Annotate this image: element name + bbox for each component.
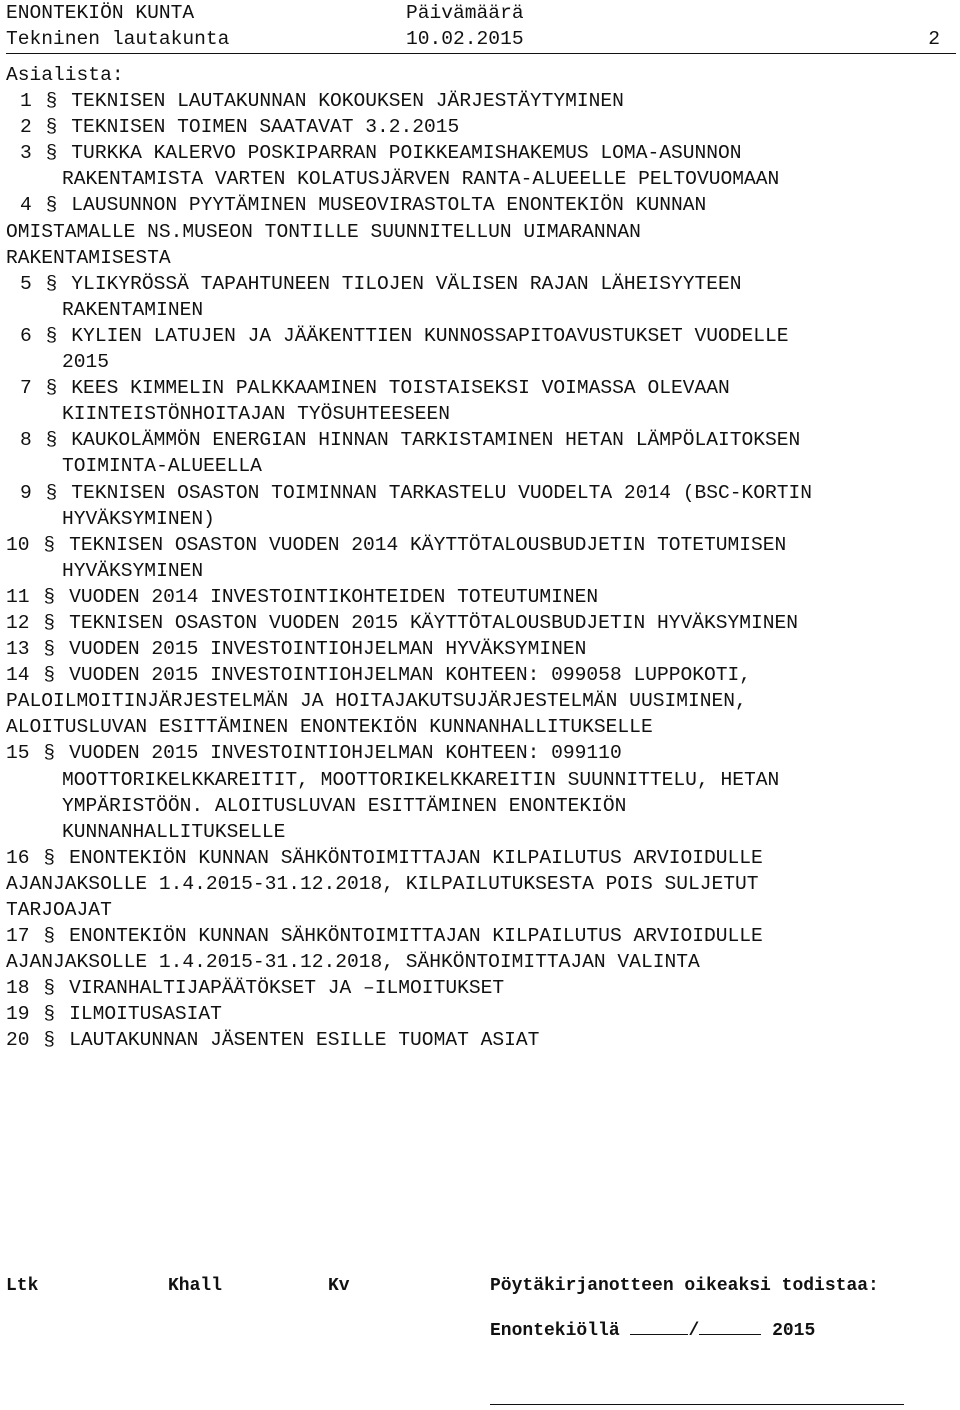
agenda-item-continuation: [6, 714, 956, 740]
section-symbol-icon: §: [45, 324, 58, 347]
agenda-item-continuation: [6, 819, 956, 845]
section-symbol-icon: §: [43, 742, 56, 765]
section-symbol-icon: §: [45, 194, 58, 217]
signature-line: [490, 1404, 904, 1405]
agenda-item-number: 17: [6, 925, 30, 948]
section-symbol-icon: §: [43, 585, 56, 608]
agenda-item-number: 4: [20, 194, 32, 217]
agenda-item-number: 9: [20, 481, 32, 504]
agenda-item-number: 19: [6, 1003, 30, 1026]
signature-date-line: [490, 1320, 815, 1341]
agenda-item-continuation: [6, 897, 956, 923]
agenda-item-continuation: [6, 219, 956, 245]
date-label: Päivämäärä: [406, 2, 524, 24]
agenda-item-20: [6, 1027, 956, 1053]
agenda-item-text: VUODEN 2014 INVESTOINTIKOHTEIDEN TOTEUTUMINEN: [69, 585, 599, 608]
agenda-item-continuation: [6, 453, 956, 479]
agenda-item-text: VIRANHALTIJAPÄÄTÖKSET JA –ILMOITUKSET: [69, 977, 505, 1000]
agenda-item-16: [6, 845, 956, 871]
agenda-list: [6, 62, 956, 1054]
footer-kv: Kv: [328, 1276, 350, 1296]
agenda-item-continuation: [6, 871, 956, 897]
agenda-item-number: 5: [20, 272, 32, 295]
agenda-item-18: [6, 975, 956, 1001]
agenda-item-continuation: [6, 297, 956, 323]
agenda-item-8: [6, 427, 956, 453]
agenda-item-continuation: [6, 949, 956, 975]
agenda-item-continuation: [6, 558, 956, 584]
section-symbol-icon: §: [43, 638, 56, 661]
agenda-item-number: 7: [20, 377, 32, 400]
agenda-item-number: 6: [20, 324, 32, 347]
agenda-item-text: TEKNISEN TOIMEN SAATAVAT 3.2.2015: [71, 116, 460, 139]
section-symbol-icon: §: [45, 116, 58, 139]
footer-ltk: Ltk: [6, 1276, 39, 1296]
agenda-item-number: 13: [6, 638, 30, 661]
agenda-item-continuation: [6, 401, 956, 427]
agenda-item-text: VUODEN 2015 INVESTOINTIOHJELMAN KOHTEEN: 099110: [69, 742, 622, 765]
agenda-item-text: TEKNISEN OSASTON VUODEN 2014 KÄYTTÖTALOUSBUDJETIN TOTETUMISEN: [69, 533, 787, 556]
agenda-item-text: LAUTAKUNNAN JÄSENTEN ESILLE TUOMAT ASIAT: [69, 1029, 540, 1052]
agenda-item-number: 3: [20, 142, 32, 165]
agenda-item-text: YLIKYRÖSSÄ TAPAHTUNEEN TILOJEN VÄLISEN RAJAN LÄHEISYYTEEN: [71, 272, 742, 295]
agenda-item-continuation: [6, 767, 956, 793]
agenda-item-5: [6, 271, 956, 297]
agenda-item-text: KAUKOLÄMMÖN ENERGIAN HINNAN TARKISTAMINEN HETAN LÄMPÖLAITOKSEN: [71, 429, 801, 452]
agenda-item-number: 11: [6, 585, 30, 608]
agenda-item-number: 10: [6, 533, 30, 556]
agenda-item-number: 20: [6, 1029, 30, 1052]
agenda-item-text: KYLIEN LATUJEN JA JÄÄKENTTIEN KUNNOSSAPITOAVUSTUKSET VUODELLE: [71, 324, 789, 347]
agenda-item-text: ILMOITUSASIAT: [69, 1003, 222, 1026]
agenda-item-19: [6, 1001, 956, 1027]
month-blank: [699, 1320, 761, 1335]
meeting-date: 10.02.2015: [406, 28, 524, 50]
section-symbol-icon: §: [45, 272, 58, 295]
agenda-item-text: RAKENTAMISTA VARTEN KOLATUSJÄRVEN RANTA-ALUEELLE PELTOVUOMAAN: [62, 168, 780, 191]
section-symbol-icon: §: [45, 90, 58, 113]
agenda-item-text: RAKENTAMISESTA: [6, 246, 171, 269]
agenda-item-text: ALOITUSLUVAN ESITTÄMINEN ENONTEKIÖN KUNNANHALLITUKSELLE: [6, 716, 653, 739]
agenda-item-text: TARJOAJAT: [6, 899, 112, 921]
agenda-item-text: KIINTEISTÖNHOITAJAN TYÖSUHTEESEEN: [62, 403, 451, 426]
committee-name: Tekninen lautakunta: [6, 28, 230, 50]
agenda-item-7: [6, 375, 956, 401]
agenda-item-3: [6, 140, 956, 166]
agenda-item-text: HYVÄKSYMINEN: [62, 559, 204, 582]
section-symbol-icon: §: [45, 377, 58, 400]
agenda-item-text: KUNNANHALLITUKSELLE: [62, 820, 286, 843]
agenda-item-text: ENONTEKIÖN KUNNAN SÄHKÖNTOIMITTAJAN KILPAILUTUS ARVIOIDULLE: [69, 846, 763, 869]
section-symbol-icon: §: [43, 977, 56, 1000]
agenda-item-text: YMPÄRISTÖÖN. ALOITUSLUVAN ESITTÄMINEN ENONTEKIÖN: [62, 794, 627, 817]
section-symbol-icon: §: [43, 925, 56, 948]
year-label: 2015: [772, 1321, 816, 1341]
agenda-item-text: RAKENTAMINEN: [62, 298, 204, 321]
agenda-item-9: [6, 480, 956, 506]
agenda-item-text: LAUSUNNON PYYTÄMINEN MUSEOVIRASTOLTA ENONTEKIÖN KUNNAN: [71, 194, 707, 217]
section-symbol-icon: §: [43, 1003, 56, 1026]
agenda-item-continuation: [6, 793, 956, 819]
agenda-item-text: AJANJAKSOLLE 1.4.2015-31.12.2018, KILPAILUTUKSESTA POIS SULJETUT: [6, 872, 759, 895]
agenda-item-2: [6, 114, 956, 140]
agenda-item-text: VUODEN 2015 INVESTOINTIOHJELMAN HYVÄKSYMINEN: [69, 638, 587, 661]
agenda-item-text: AJANJAKSOLLE 1.4.2015-31.12.2018, SÄHKÖNTOIMITTAJAN VALINTA: [6, 951, 700, 974]
agenda-item-text: OMISTAMALLE NS.MUSEON TONTILLE SUUNNITELLUN UIMARANNAN: [6, 220, 641, 243]
agenda-item-1: [6, 88, 956, 114]
agenda-title: Asialista:: [6, 64, 124, 86]
agenda-item-number: 15: [6, 742, 30, 765]
date-slash: /: [688, 1321, 700, 1341]
footer-khall: Khall: [168, 1276, 223, 1296]
agenda-item-text: TEKNISEN OSASTON TOIMINNAN TARKASTELU VUODELTA 2014 (BSC-KORTIN: [71, 481, 813, 504]
municipality-name: ENONTEKIÖN KUNTA: [6, 2, 195, 24]
certify-label: Pöytäkirjanotteen oikeaksi todistaa:: [490, 1276, 879, 1296]
agenda-item-number: 16: [6, 846, 30, 869]
section-symbol-icon: §: [45, 142, 58, 165]
agenda-item-text: TEKNISEN OSASTON VUODEN 2015 KÄYTTÖTALOUSBUDJETIN HYVÄKSYMINEN: [69, 611, 799, 634]
agenda-item-13: [6, 636, 956, 662]
agenda-item-text: TEKNISEN LAUTAKUNNAN KOKOUKSEN JÄRJESTÄYTYMINEN: [71, 90, 624, 113]
section-symbol-icon: §: [43, 846, 56, 869]
agenda-item-11: [6, 584, 956, 610]
agenda-item-4: [6, 192, 956, 218]
agenda-item-14: [6, 662, 956, 688]
agenda-item-number: 2: [20, 116, 32, 139]
section-symbol-icon: §: [45, 481, 58, 504]
agenda-item-text: VUODEN 2015 INVESTOINTIOHJELMAN KOHTEEN: 099058 LUPPOKOTI,: [69, 664, 752, 687]
agenda-item-continuation: [6, 506, 956, 532]
agenda-item-text: ENONTEKIÖN KUNNAN SÄHKÖNTOIMITTAJAN KILPAILUTUS ARVIOIDULLE: [69, 925, 763, 948]
agenda-item-text: TURKKA KALERVO POSKIPARRAN POIKKEAMISHAKEMUS LOMA-ASUNNON: [71, 142, 742, 165]
agenda-item-number: 12: [6, 611, 30, 634]
section-symbol-icon: §: [45, 429, 58, 452]
agenda-item-text: KEES KIMMELIN PALKKAAMINEN TOISTAISEKSI VOIMASSA OLEVAAN: [71, 377, 730, 400]
agenda-item-text: TOIMINTA-ALUEELLA: [62, 455, 262, 478]
agenda-item-continuation: [6, 166, 956, 192]
section-symbol-icon: §: [43, 1029, 56, 1052]
agenda-item-number: 14: [6, 664, 30, 687]
agenda-item-continuation: [6, 245, 956, 271]
agenda-item-6: [6, 323, 956, 349]
agenda-item-17: [6, 923, 956, 949]
agenda-item-number: 1: [20, 90, 32, 113]
agenda-item-number: 18: [6, 977, 30, 1000]
day-blank: [630, 1320, 688, 1335]
section-symbol-icon: §: [43, 664, 56, 687]
agenda-item-text: PALOILMOITINJÄRJESTELMÄN JA HOITAJAKUTSUJÄRJESTELMÄN UUSIMINEN,: [6, 690, 747, 713]
agenda-item-text: HYVÄKSYMINEN): [62, 507, 215, 530]
agenda-item-number: 8: [20, 429, 32, 452]
agenda-item-continuation: [6, 349, 956, 375]
header-divider: [6, 53, 956, 54]
page-number: 2: [928, 28, 940, 50]
agenda-item-text: 2015: [62, 351, 110, 374]
agenda-item-text: MOOTTORIKELKKAREITIT, MOOTTORIKELKKAREITIN SUUNNITTELU, HETAN: [62, 768, 780, 791]
section-symbol-icon: §: [43, 533, 56, 556]
place-label: Enontekiöllä: [490, 1321, 620, 1341]
agenda-item-12: [6, 610, 956, 636]
agenda-item-10: [6, 532, 956, 558]
section-symbol-icon: §: [43, 611, 56, 634]
agenda-item-15: [6, 740, 956, 766]
agenda-item-continuation: [6, 688, 956, 714]
